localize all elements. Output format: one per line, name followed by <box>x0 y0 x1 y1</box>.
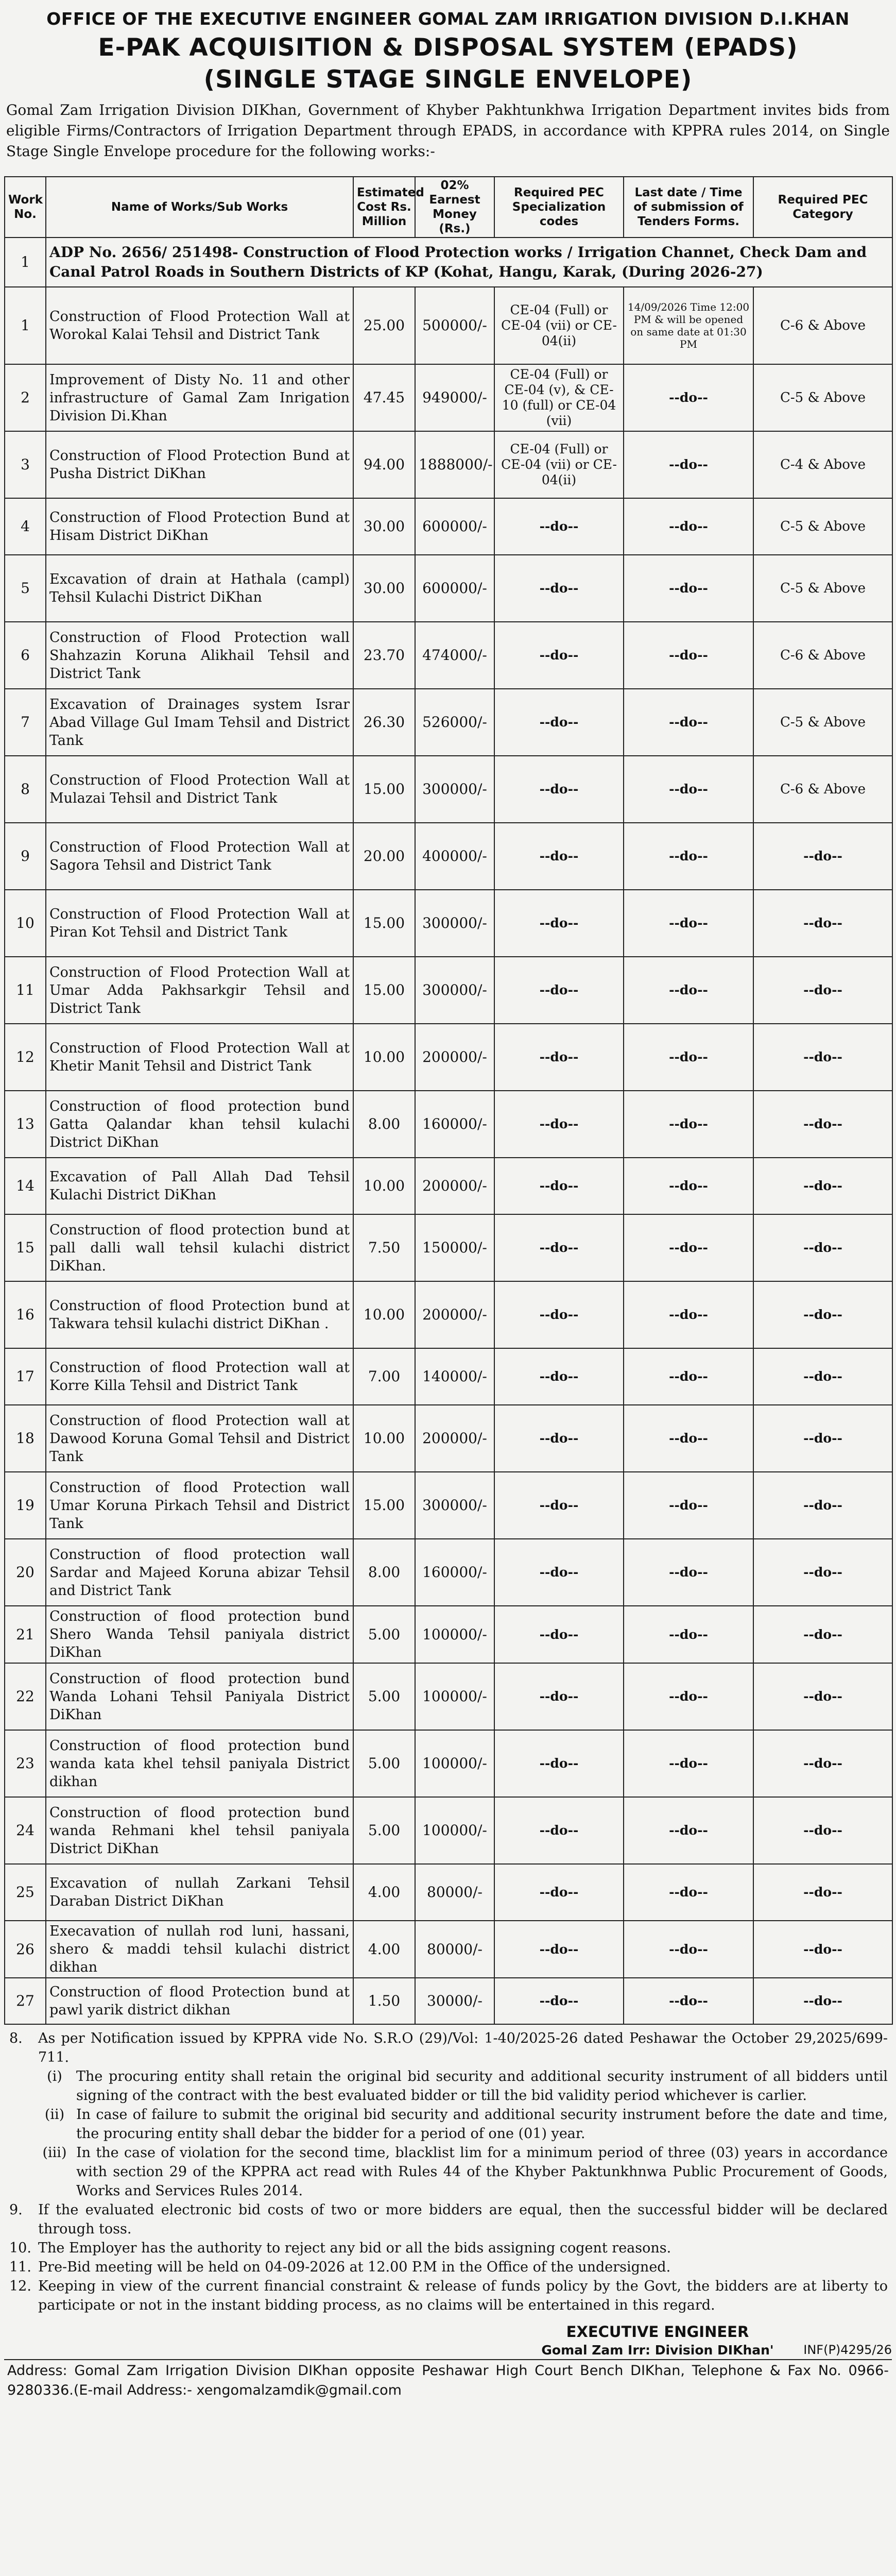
earnest-money: 300000/- <box>415 1472 494 1539</box>
notes-section <box>4 2029 892 2315</box>
work-name: Excavation of Pall Allah Dad Tehsil Kulachi District DiKhan <box>46 1158 353 1214</box>
last-date-ditto: --do-- <box>624 689 753 756</box>
last-date-ditto: --do-- <box>624 1091 753 1158</box>
work-name: Construction of Flood Protection Wall at Mulazai Tehsil and District Tank <box>46 756 353 823</box>
work-number: 26 <box>5 1921 46 1978</box>
work-name: Construction of flood Protection wall at Korre Killa Tehsil and District Tank <box>46 1348 353 1405</box>
pec-codes: --do-- <box>494 823 624 890</box>
work-number: 7 <box>5 689 46 756</box>
table-row <box>5 1158 892 1214</box>
pec-codes: --do-- <box>494 555 624 622</box>
pec-codes: --do-- <box>494 1978 624 2024</box>
work-name: Construction of Flood Protection Bund at Pusha District DiKhan <box>46 431 353 498</box>
pec-category: C-5 & Above <box>753 364 892 431</box>
adp-row <box>5 238 892 287</box>
system-title: E-PAK ACQUISITION & DISPOSAL SYSTEM (EPADS) <box>98 33 798 62</box>
work-number: 10 <box>5 890 46 957</box>
work-name: Improvement of Disty No. 11 and other infrastructure of Gamal Zam Inrigation Division Di.Khan <box>46 364 353 431</box>
table-row <box>5 1663 892 1730</box>
office-title: OFFICE OF THE EXECUTIVE ENGINEER GOMAL ZAM IRRIGATION DIVISION D.I.KHAN <box>46 9 850 29</box>
estimated-cost: 5.00 <box>353 1797 415 1864</box>
estimated-cost: 1.50 <box>353 1978 415 2024</box>
pec-codes: --do-- <box>494 622 624 689</box>
last-date-ditto: --do-- <box>624 364 753 431</box>
note-12: 12. Keeping in view of the current financial constraint & release of funds policy by the Govt, the bidders are at liberty to participate or not in the instant bidding process, as no claims will be entertained in this regard. <box>9 2278 888 2313</box>
work-name: Construction of flood protection bund Gatta Qalandar khan tehsil kulachi District DiKhan <box>46 1091 353 1158</box>
pec-category: --do-- <box>753 1281 892 1348</box>
work-name: Construction of Flood Protection Wall at Piran Kot Tehsil and District Tank <box>46 890 353 957</box>
table-row <box>5 1730 892 1797</box>
pec-category: --do-- <box>753 1214 892 1281</box>
pec-codes: --do-- <box>494 957 624 1024</box>
earnest-money: 80000/- <box>415 1921 494 1978</box>
work-number: 3 <box>5 431 46 498</box>
pec-codes: --do-- <box>494 1864 624 1921</box>
last-date-ditto: --do-- <box>624 957 753 1024</box>
pec-category: --do-- <box>753 1921 892 1978</box>
earnest-money: 600000/- <box>415 498 494 555</box>
pec-codes: --do-- <box>494 1797 624 1864</box>
pec-category: --do-- <box>753 1730 892 1797</box>
earnest-money: 200000/- <box>415 1281 494 1348</box>
estimated-cost: 30.00 <box>353 498 415 555</box>
earnest-money: 150000/- <box>415 1214 494 1281</box>
works-table <box>4 176 893 2025</box>
work-number: 17 <box>5 1348 46 1405</box>
table-row <box>5 823 892 890</box>
work-number: 18 <box>5 1405 46 1472</box>
estimated-cost: 25.00 <box>353 287 415 364</box>
estimated-cost: 4.00 <box>353 1921 415 1978</box>
pec-category: C-5 & Above <box>753 498 892 555</box>
work-name: Construction of flood protection bund wanda Rehmani khel tehsil paniyala District DiKhan <box>46 1797 353 1864</box>
last-date-ditto: --do-- <box>624 756 753 823</box>
pec-codes: --do-- <box>494 1663 624 1730</box>
work-name: Construction of flood Protection bund at pawl yarik district dikhan <box>46 1978 353 2024</box>
work-number: 14 <box>5 1158 46 1214</box>
pec-category: C-6 & Above <box>753 287 892 364</box>
pec-category: --do-- <box>753 1978 892 2024</box>
table-row <box>5 555 892 622</box>
estimated-cost: 10.00 <box>353 1024 415 1091</box>
pec-codes: --do-- <box>494 498 624 555</box>
work-name: Construction of Flood Protection Bund at Hisam District DiKhan <box>46 498 353 555</box>
work-number: 20 <box>5 1539 46 1606</box>
earnest-money: 300000/- <box>415 756 494 823</box>
earnest-money: 300000/- <box>415 957 494 1024</box>
work-name: Execavation of nullah rod luni, hassani, shero & maddi tehsil kulachi district dikhan <box>46 1921 353 1978</box>
pec-codes: --do-- <box>494 1921 624 1978</box>
estimated-cost: 15.00 <box>353 1472 415 1539</box>
pec-category: --do-- <box>753 823 892 890</box>
estimated-cost: 94.00 <box>353 431 415 498</box>
last-date-ditto: --do-- <box>624 1539 753 1606</box>
pec-category: C-5 & Above <box>753 555 892 622</box>
pec-codes: --do-- <box>494 1606 624 1663</box>
earnest-money: 300000/- <box>415 890 494 957</box>
pec-codes: --do-- <box>494 1472 624 1539</box>
work-number: 19 <box>5 1472 46 1539</box>
last-date-ditto: --do-- <box>624 1472 753 1539</box>
estimated-cost: 5.00 <box>353 1606 415 1663</box>
estimated-cost: 8.00 <box>353 1539 415 1606</box>
estimated-cost: 15.00 <box>353 957 415 1024</box>
work-name: Excavation of Drainages system Israr Abad Village Gul Imam Tehsil and District Tank <box>46 689 353 756</box>
last-date-ditto: --do-- <box>624 1405 753 1472</box>
pec-category: --do-- <box>753 1864 892 1921</box>
work-number: 25 <box>5 1864 46 1921</box>
pec-category: --do-- <box>753 957 892 1024</box>
pec-category: C-6 & Above <box>753 756 892 823</box>
table-row <box>5 689 892 756</box>
work-number: 16 <box>5 1281 46 1348</box>
last-date-ditto: --do-- <box>624 555 753 622</box>
last-date: 14/09/2026 Time 12:00 PM & will be opened on same date at 01:30 PM <box>624 287 753 364</box>
earnest-money: 160000/- <box>415 1539 494 1606</box>
last-date-ditto: --do-- <box>624 498 753 555</box>
reference-number: INF(P)4295/26 <box>803 2343 892 2357</box>
pec-category: --do-- <box>753 1091 892 1158</box>
pec-category: --do-- <box>753 890 892 957</box>
pec-category: --do-- <box>753 1472 892 1539</box>
col-header-last-date: Last date / Time of submission of Tenders Forms. <box>624 177 753 238</box>
pec-codes: CE-04 (Full) or CE-04 (vii) or CE-04(ii) <box>494 431 624 498</box>
table-row <box>5 1024 892 1091</box>
table-row <box>5 890 892 957</box>
work-number: 1 <box>5 287 46 364</box>
work-name: Excavation of drain at Hathala (campl) Tehsil Kulachi District DiKhan <box>46 555 353 622</box>
earnest-money: 526000/- <box>415 689 494 756</box>
earnest-money: 100000/- <box>415 1606 494 1663</box>
notice-header <box>4 6 892 96</box>
note-8: 8. As per Notification issued by KPPRA vide No. S.R.O (29)/Vol: 1-40/2025-26 dated Peshawar the October 29,2025/699-711. <box>9 2030 888 2065</box>
last-date-ditto: --do-- <box>624 890 753 957</box>
pec-category: --do-- <box>753 1024 892 1091</box>
work-name: Construction of flood protection bund at pall dalli wall tehsil kulachi district DiKhan. <box>46 1214 353 1281</box>
table-row <box>5 431 892 498</box>
last-date-ditto: --do-- <box>624 1348 753 1405</box>
table-row <box>5 1348 892 1405</box>
estimated-cost: 15.00 <box>353 890 415 957</box>
pec-category: --do-- <box>753 1606 892 1663</box>
work-number: 22 <box>5 1663 46 1730</box>
adp-number: 1 <box>5 238 46 287</box>
estimated-cost: 7.50 <box>353 1214 415 1281</box>
col-header-work-no: Work No. <box>5 177 46 238</box>
pec-codes: --do-- <box>494 689 624 756</box>
table-row <box>5 756 892 823</box>
earnest-money: 100000/- <box>415 1730 494 1797</box>
last-date-ditto: --do-- <box>624 1024 753 1091</box>
work-name: Construction of flood Protection wall at Dawood Koruna Gomal Tehsil and District Tank <box>46 1405 353 1472</box>
signature <box>526 2322 789 2359</box>
estimated-cost: 8.00 <box>353 1091 415 1158</box>
pec-codes: --do-- <box>494 1024 624 1091</box>
pec-codes: --do-- <box>494 1730 624 1797</box>
table-row <box>5 1539 892 1606</box>
earnest-money: 949000/- <box>415 364 494 431</box>
pec-category: --do-- <box>753 1539 892 1606</box>
table-row <box>5 957 892 1024</box>
estimated-cost: 7.00 <box>353 1348 415 1405</box>
estimated-cost: 10.00 <box>353 1281 415 1348</box>
work-number: 9 <box>5 823 46 890</box>
work-number: 13 <box>5 1091 46 1158</box>
pec-codes: --do-- <box>494 1405 624 1472</box>
estimated-cost: 5.00 <box>353 1663 415 1730</box>
estimated-cost: 10.00 <box>353 1158 415 1214</box>
last-date-ditto: --do-- <box>624 431 753 498</box>
last-date-ditto: --do-- <box>624 823 753 890</box>
last-date-ditto: --do-- <box>624 1214 753 1281</box>
work-name: Construction of flood Protection wall Umar Koruna Pirkach Tehsil and District Tank <box>46 1472 353 1539</box>
work-number: 2 <box>5 364 46 431</box>
earnest-money: 200000/- <box>415 1024 494 1091</box>
pec-codes: --do-- <box>494 1214 624 1281</box>
work-number: 5 <box>5 555 46 622</box>
work-name: Construction of flood Protection bund at Takwara tehsil kulachi district DiKhan . <box>46 1281 353 1348</box>
signatory-title: EXECUTIVE ENGINEER <box>566 2323 749 2341</box>
work-name: Construction of Flood Protection wall Shahzazin Koruna Alikhail Tehsil and District Tank <box>46 622 353 689</box>
table-row <box>5 498 892 555</box>
table-row <box>5 1472 892 1539</box>
note-8-iii: (iii) In the case of violation for the second time, blacklist lim for a minimum period of three (03) years in accordance with section 29 of the KPPRA act read with Rules 44 of the Khyber Paktunkhnwa Public Procurement of Goods, Works and Services Rules 2014. <box>42 2145 888 2199</box>
estimated-cost: 23.70 <box>353 622 415 689</box>
table-row <box>5 287 892 364</box>
work-name: Construction of Flood Protection Wall at Worokal Kalai Tehsil and District Tank <box>46 287 353 364</box>
pec-category: --do-- <box>753 1348 892 1405</box>
pec-category: C-5 & Above <box>753 689 892 756</box>
work-number: 15 <box>5 1214 46 1281</box>
table-row <box>5 1606 892 1663</box>
col-header-pec-category: Required PEC Category <box>753 177 892 238</box>
intro-paragraph: Gomal Zam Irrigation Division DIKhan, Government of Khyber Pakhtunkhwa Irrigation Department invites bids from eligible Firms/Contractors of Irrigation Department through EPADS, in accordance with KPPRA rules 2014, on Single Stage Single Envelope procedure for the following works:- <box>6 101 890 160</box>
pec-category: --do-- <box>753 1663 892 1730</box>
last-date-ditto: --do-- <box>624 622 753 689</box>
last-date-ditto: --do-- <box>624 1606 753 1663</box>
signatory-office: Gomal Zam Irr: Division DIKhan' <box>541 2343 774 2358</box>
work-number: 24 <box>5 1797 46 1864</box>
table-row <box>5 1281 892 1348</box>
last-date-ditto: --do-- <box>624 1663 753 1730</box>
pec-category: --do-- <box>753 1405 892 1472</box>
estimated-cost: 4.00 <box>353 1864 415 1921</box>
earnest-money: 600000/- <box>415 555 494 622</box>
pec-codes: --do-- <box>494 1281 624 1348</box>
earnest-money: 30000/- <box>415 1978 494 2024</box>
pec-category: C-4 & Above <box>753 431 892 498</box>
procedure-title: (SINGLE STAGE SINGLE ENVELOPE) <box>203 65 693 94</box>
col-header-pec-codes: Required PEC Specialization codes <box>494 177 624 238</box>
pec-codes: --do-- <box>494 1539 624 1606</box>
note-10: 10. The Employer has the authority to reject any bid or all the bids assigning cogent reasons. <box>9 2240 671 2256</box>
work-name: Construction of Flood Protection Wall at Khetir Manit Tehsil and District Tank <box>46 1024 353 1091</box>
estimated-cost: 20.00 <box>353 823 415 890</box>
earnest-money: 400000/- <box>415 823 494 890</box>
estimated-cost: 5.00 <box>353 1730 415 1797</box>
adp-description: ADP No. 2656/ 251498- Construction of Flood Protection works / Irrigation Channet, Check Dam and Canal Patrol Roads in Southern Districts of KP (Kohat, Hangu, Karak, (During 2026-27) <box>46 238 892 287</box>
estimated-cost: 47.45 <box>353 364 415 431</box>
table-row <box>5 1797 892 1864</box>
address-footer: Address: Gomal Zam Irrigation Division DIKhan opposite Peshawar High Court Bench DIKhan, Telephone & Fax No. 0966-9280336.(E-mail Address:- xengomalzamdik@gmail.com <box>4 2359 892 2400</box>
note-9: 9. If the evaluated electronic bid costs of two or more bidders are equal, then the successful bidder will be declared through toss. <box>9 2202 888 2237</box>
work-number: 6 <box>5 622 46 689</box>
earnest-money: 80000/- <box>415 1864 494 1921</box>
estimated-cost: 26.30 <box>353 689 415 756</box>
work-name: Construction of flood protection wall Sardar and Majeed Koruna abizar Tehsil and District Tank <box>46 1539 353 1606</box>
pec-codes: --do-- <box>494 1091 624 1158</box>
note-11: 11. Pre-Bid meeting will be held on 04-09-2026 at 12.00 P.M in the Office of the undersigned. <box>9 2259 671 2275</box>
earnest-money: 200000/- <box>415 1405 494 1472</box>
col-header-earnest-money: 02% Earnest Money (Rs.) <box>415 177 494 238</box>
work-number: 8 <box>5 756 46 823</box>
work-number: 23 <box>5 1730 46 1797</box>
pec-category: C-6 & Above <box>753 622 892 689</box>
note-8-ii: (ii) In case of failure to submit the original bid security and additional security instrument before the date and time, the procuring entity shall debar the bidder for a period of one (01) year. <box>44 2107 888 2142</box>
pec-codes: --do-- <box>494 890 624 957</box>
last-date-ditto: --do-- <box>624 1864 753 1921</box>
pec-codes: CE-04 (Full) or CE-04 (v), & CE-10 (full) or CE-04 (vii) <box>494 364 624 431</box>
pec-codes: --do-- <box>494 1348 624 1405</box>
work-number: 4 <box>5 498 46 555</box>
note-8-i: (i) The procuring entity shall retain the original bid security and additional security instrument of all bidders until signing of the contract with the best evaluated bidder or till the bid validity period whichever is carlier. <box>47 2069 888 2104</box>
work-name: Construction of Flood Protection Wall at Umar Adda Pakhsarkgir Tehsil and District Tank <box>46 957 353 1024</box>
earnest-money: 140000/- <box>415 1348 494 1405</box>
pec-category: --do-- <box>753 1797 892 1864</box>
earnest-money: 160000/- <box>415 1091 494 1158</box>
last-date-ditto: --do-- <box>624 1158 753 1214</box>
tender-notice <box>4 6 892 2576</box>
table-header-row <box>5 177 892 238</box>
last-date-ditto: --do-- <box>624 1730 753 1797</box>
table-row <box>5 1091 892 1158</box>
table-row <box>5 1214 892 1281</box>
last-date-ditto: --do-- <box>624 1921 753 1978</box>
table-row <box>5 364 892 431</box>
work-number: 11 <box>5 957 46 1024</box>
work-name: Excavation of nullah Zarkani Tehsil Daraban District DiKhan <box>46 1864 353 1921</box>
col-header-cost: Estimated Cost Rs. Million <box>353 177 415 238</box>
pec-category: --do-- <box>753 1158 892 1214</box>
signature-block <box>4 2317 892 2359</box>
last-date-ditto: --do-- <box>624 1978 753 2024</box>
last-date-ditto: --do-- <box>624 1797 753 1864</box>
earnest-money: 100000/- <box>415 1797 494 1864</box>
earnest-money: 474000/- <box>415 622 494 689</box>
table-row <box>5 1405 892 1472</box>
work-number: 27 <box>5 1978 46 2024</box>
earnest-money: 200000/- <box>415 1158 494 1214</box>
estimated-cost: 30.00 <box>353 555 415 622</box>
work-number: 12 <box>5 1024 46 1091</box>
pec-codes: --do-- <box>494 1158 624 1214</box>
table-row <box>5 1978 892 2024</box>
estimated-cost: 15.00 <box>353 756 415 823</box>
earnest-money: 500000/- <box>415 287 494 364</box>
earnest-money: 100000/- <box>415 1663 494 1730</box>
work-name: Construction of Flood Protection Wall at Sagora Tehsil and District Tank <box>46 823 353 890</box>
earnest-money: 1888000/- <box>415 431 494 498</box>
col-header-name: Name of Works/Sub Works <box>46 177 353 238</box>
table-row <box>5 622 892 689</box>
work-name: Construction of flood protection bund Shero Wanda Tehsil paniyala district DiKhan <box>46 1606 353 1663</box>
pec-codes: CE-04 (Full) or CE-04 (vii) or CE-04(ii) <box>494 287 624 364</box>
work-name: Construction of flood protection bund Wanda Lohani Tehsil Paniyala District DiKhan <box>46 1663 353 1730</box>
table-row <box>5 1921 892 1978</box>
last-date-ditto: --do-- <box>624 1281 753 1348</box>
work-number: 21 <box>5 1606 46 1663</box>
work-name: Construction of flood protection bund wanda kata khel tehsil paniyala District dikhan <box>46 1730 353 1797</box>
table-row <box>5 1864 892 1921</box>
pec-codes: --do-- <box>494 756 624 823</box>
estimated-cost: 10.00 <box>353 1405 415 1472</box>
